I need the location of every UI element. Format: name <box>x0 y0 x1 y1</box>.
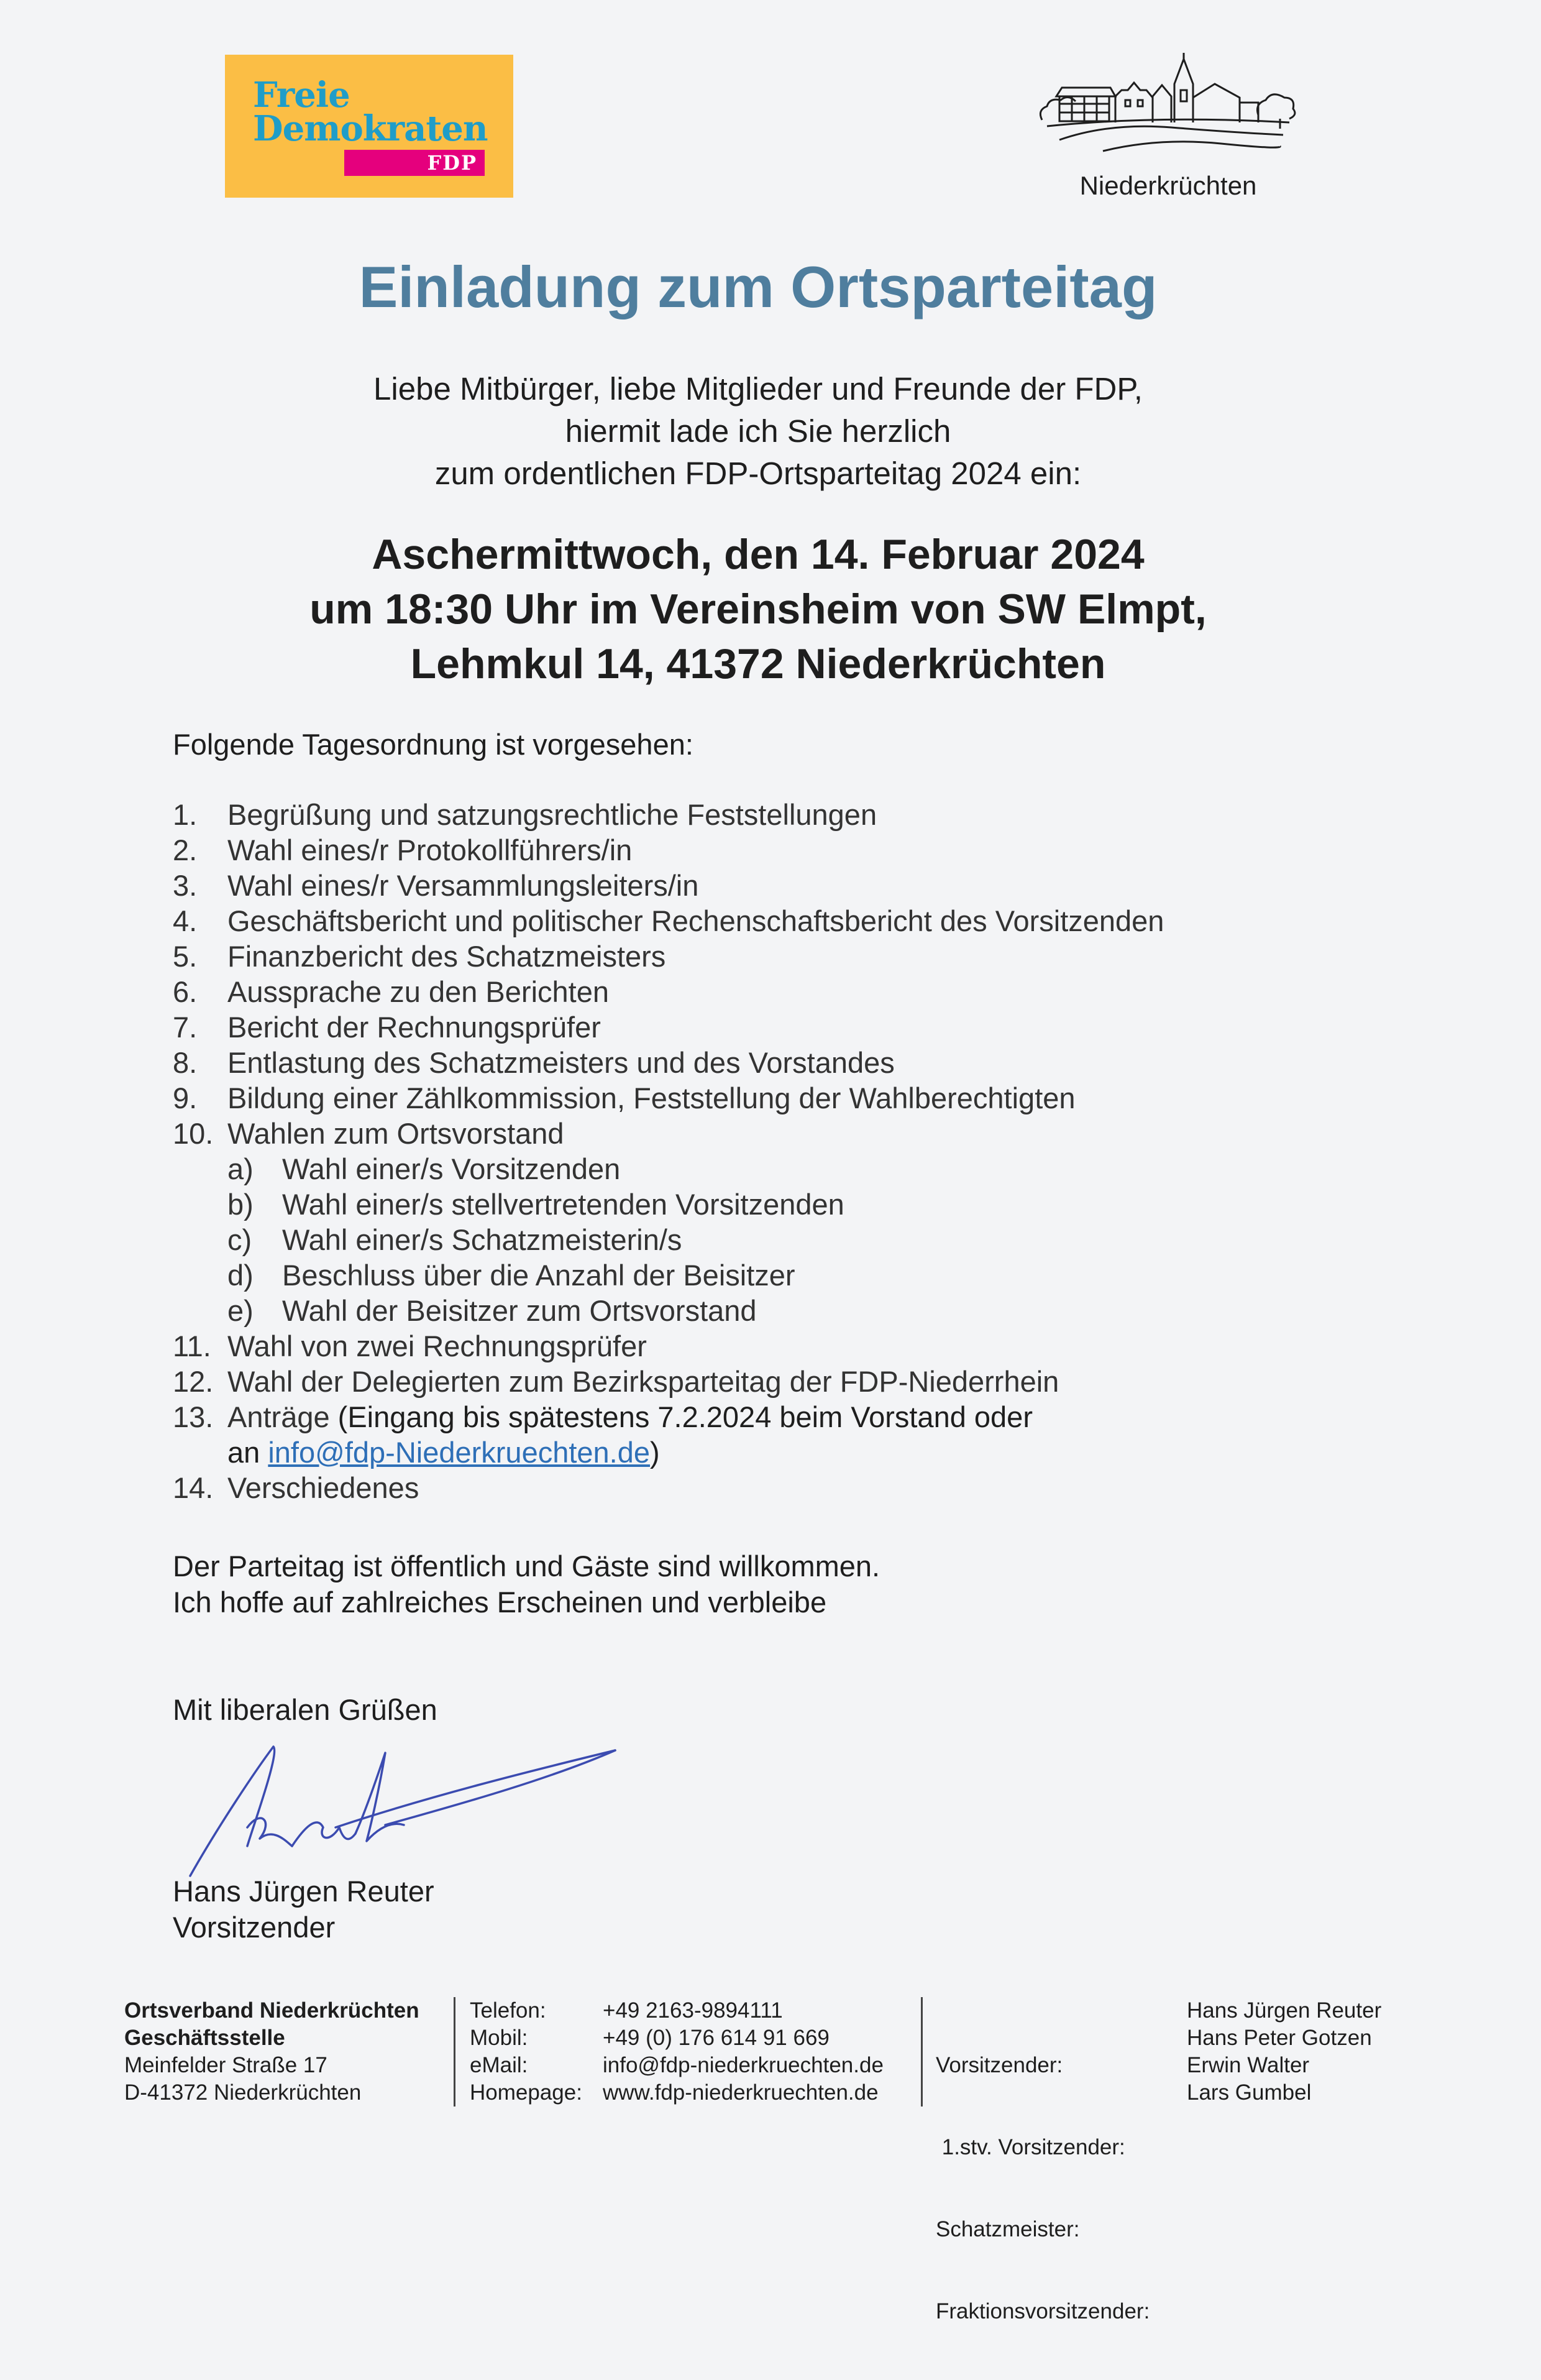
fdp-logo-badge <box>344 150 485 176</box>
agenda-intro: Folgende Tagesordnung ist vorgesehen: <box>173 728 693 761</box>
agenda-subitem-text: Wahl einer/s Schatzmeisterin/s <box>282 1223 682 1256</box>
footer-org <box>124 1997 419 2107</box>
footer-phone: +49 2163-9894111 <box>603 1998 783 2023</box>
agenda-item-number: 6. <box>173 975 198 1008</box>
greeting: Mit liberalen Grüßen <box>173 1693 437 1726</box>
fdp-logo <box>225 55 513 198</box>
agenda-subitem-text: Wahl einer/s stellvertretenden Vorsitzenden <box>282 1188 844 1221</box>
footer-org-city: D-41372 Niederkrüchten <box>124 2080 362 2105</box>
agenda-item-text: Finanzbericht des Schatzmeisters <box>227 940 666 973</box>
signature-icon <box>180 1734 628 1883</box>
footer-role-vice-label: 1.stv. Vorsitzender: <box>936 2135 1125 2159</box>
agenda-item-text: Wahl eines/r Versammlungsleiters/in <box>227 869 699 902</box>
footer-org-office: Geschäftsstelle <box>124 2026 285 2050</box>
town-skyline-icon <box>1035 53 1302 171</box>
agenda-item-text: Bildung einer Zählkommission, Feststellung der Wahlberechtigten <box>227 1082 1076 1114</box>
footer-role-treasurer: Erwin Walter <box>1187 2053 1310 2077</box>
agenda-item-number: 9. <box>173 1082 198 1114</box>
footer-role-chair: Hans Jürgen Reuter <box>1187 1998 1382 2023</box>
footer-role-names <box>1187 1997 1381 2107</box>
footer-role-chair-label: Vorsitzender: <box>936 2053 1063 2077</box>
agenda-subitem-text: Wahl einer/s Vorsitzenden <box>282 1152 621 1185</box>
agenda-item-text: Wahlen zum Ortsvorstand <box>227 1117 564 1150</box>
agenda-item-text: Bericht der Rechnungsprüfer <box>227 1011 601 1044</box>
footer-role-vice: Hans Peter Gotzen <box>1187 2026 1372 2050</box>
agenda-item-number: 8. <box>173 1046 198 1079</box>
agenda-email-suffix: ) <box>650 1436 660 1469</box>
agenda-item-text: Begrüßung und satzungsrechtliche Feststellungen <box>227 798 877 831</box>
intro-line-2: hiermit lade ich Sie herzlich <box>565 413 951 449</box>
agenda-item-text: Wahl der Delegierten zum Bezirksparteitag der FDP-Niederrhein <box>227 1365 1059 1398</box>
agenda-item-number: 1. <box>173 798 198 831</box>
email-link[interactable]: info@fdp-Niederkruechten.de <box>268 1436 651 1469</box>
agenda-subitem-letter: c) <box>227 1223 252 1256</box>
agenda-item-text: Entlastung des Schatzmeisters und des Vorstandes <box>227 1046 895 1079</box>
footer-role-treasurer-label: Schatzmeister: <box>936 2217 1080 2241</box>
agenda-item-number: 4. <box>173 904 198 937</box>
agenda-email-prefix: an <box>227 1436 268 1469</box>
agenda-subitem-text: Wahl der Beisitzer zum Ortsvorstand <box>282 1294 757 1327</box>
agenda-item-label: Anträge <box>227 1400 330 1433</box>
agenda-item-number: 2. <box>173 834 198 866</box>
agenda-item-text <box>227 1435 660 1470</box>
intro-line-1: Liebe Mitbürger, liebe Mitglieder und Freunde der FDP, <box>373 371 1143 407</box>
agenda-item-number: 3. <box>173 869 198 902</box>
agenda-subitem-letter: d) <box>227 1259 254 1292</box>
footer-role-labels <box>936 1997 1150 2380</box>
agenda-subitem-letter: a) <box>227 1152 254 1185</box>
agenda-item-detail: (Eingang bis spätestens 7.2.2024 beim Vorstand oder <box>329 1400 1033 1433</box>
agenda-item-text: Geschäftsbericht und politischer Rechenschaftsbericht des Vorsitzenden <box>227 904 1164 937</box>
footer-divider <box>921 1997 923 2107</box>
event-address: Lehmkul 14, 41372 Niederkrüchten <box>410 640 1106 687</box>
footer-homepage[interactable]: www.fdp-niederkruechten.de <box>603 2080 879 2105</box>
agenda-list <box>173 797 1415 1518</box>
footer-email[interactable]: info@fdp-niederkruechten.de <box>603 2053 884 2077</box>
agenda-item-text: Aussprache zu den Berichten <box>227 975 609 1008</box>
footer <box>124 1997 1417 2323</box>
agenda-subitem-letter: e) <box>227 1294 254 1327</box>
fdp-logo-line1: Freie <box>253 75 350 116</box>
agenda-item-number: 13. <box>173 1400 214 1433</box>
footer-role-faction: Lars Gumbel <box>1187 2080 1312 2105</box>
agenda-item-text: Wahl von zwei Rechnungsprüfer <box>227 1330 647 1362</box>
footer-mobile: +49 (0) 176 614 91 669 <box>603 2026 830 2050</box>
footer-divider <box>454 1997 455 2107</box>
footer-org-street: Meinfelder Straße 17 <box>124 2053 327 2077</box>
agenda-item-number: 12. <box>173 1365 214 1398</box>
footer-homepage-label: Homepage: <box>470 2080 582 2105</box>
signer-role: Vorsitzender <box>173 1911 336 1944</box>
town-emblem <box>1035 53 1302 205</box>
footer-phone-label: Telefon: <box>470 1998 546 2023</box>
footer-email-label: eMail: <box>470 2053 528 2077</box>
fdp-logo-badge-text: FDP <box>427 151 477 175</box>
agenda-subitem-letter: b) <box>227 1188 254 1221</box>
footer-mobile-label: Mobil: <box>470 2026 528 2050</box>
closing-line-1: Der Parteitag ist öffentlich und Gäste sind willkommen. <box>173 1550 880 1583</box>
fdp-logo-line2: Demokraten <box>253 108 488 149</box>
agenda-item-number: 10. <box>173 1117 214 1150</box>
agenda-item-number: 7. <box>173 1011 198 1044</box>
agenda-subitem-text: Beschluss über die Anzahl der Beisitzer <box>282 1259 795 1292</box>
agenda-item-text <box>227 1399 1033 1435</box>
town-name: Niederkrüchten <box>1079 171 1257 200</box>
closing-line-2: Ich hoffe auf zahlreiches Erscheinen und verbleibe <box>173 1586 827 1619</box>
agenda-item-number: 5. <box>173 940 198 973</box>
footer-org-name: Ortsverband Niederkrüchten <box>124 1998 419 2023</box>
footer-contact-labels <box>470 1997 582 2107</box>
agenda-item-number: 14. <box>173 1471 214 1504</box>
intro-line-3: zum ordentlichen FDP-Ortsparteitag 2024 ein: <box>434 456 1082 491</box>
signer-name: Hans Jürgen Reuter <box>173 1875 434 1908</box>
agenda-item-number: 11. <box>173 1330 211 1362</box>
event-date: Aschermittwoch, den 14. Februar 2024 <box>372 531 1145 578</box>
agenda-item-text: Verschiedenes <box>227 1471 419 1504</box>
event-time-location: um 18:30 Uhr im Vereinsheim von SW Elmpt, <box>309 586 1207 633</box>
footer-contact-values <box>603 1997 884 2107</box>
page-title: Einladung zum Ortsparteitag <box>359 254 1158 319</box>
agenda-item-text: Wahl eines/r Protokollführers/in <box>227 834 633 866</box>
footer-role-faction-label: Fraktionsvorsitzender: <box>936 2299 1150 2323</box>
